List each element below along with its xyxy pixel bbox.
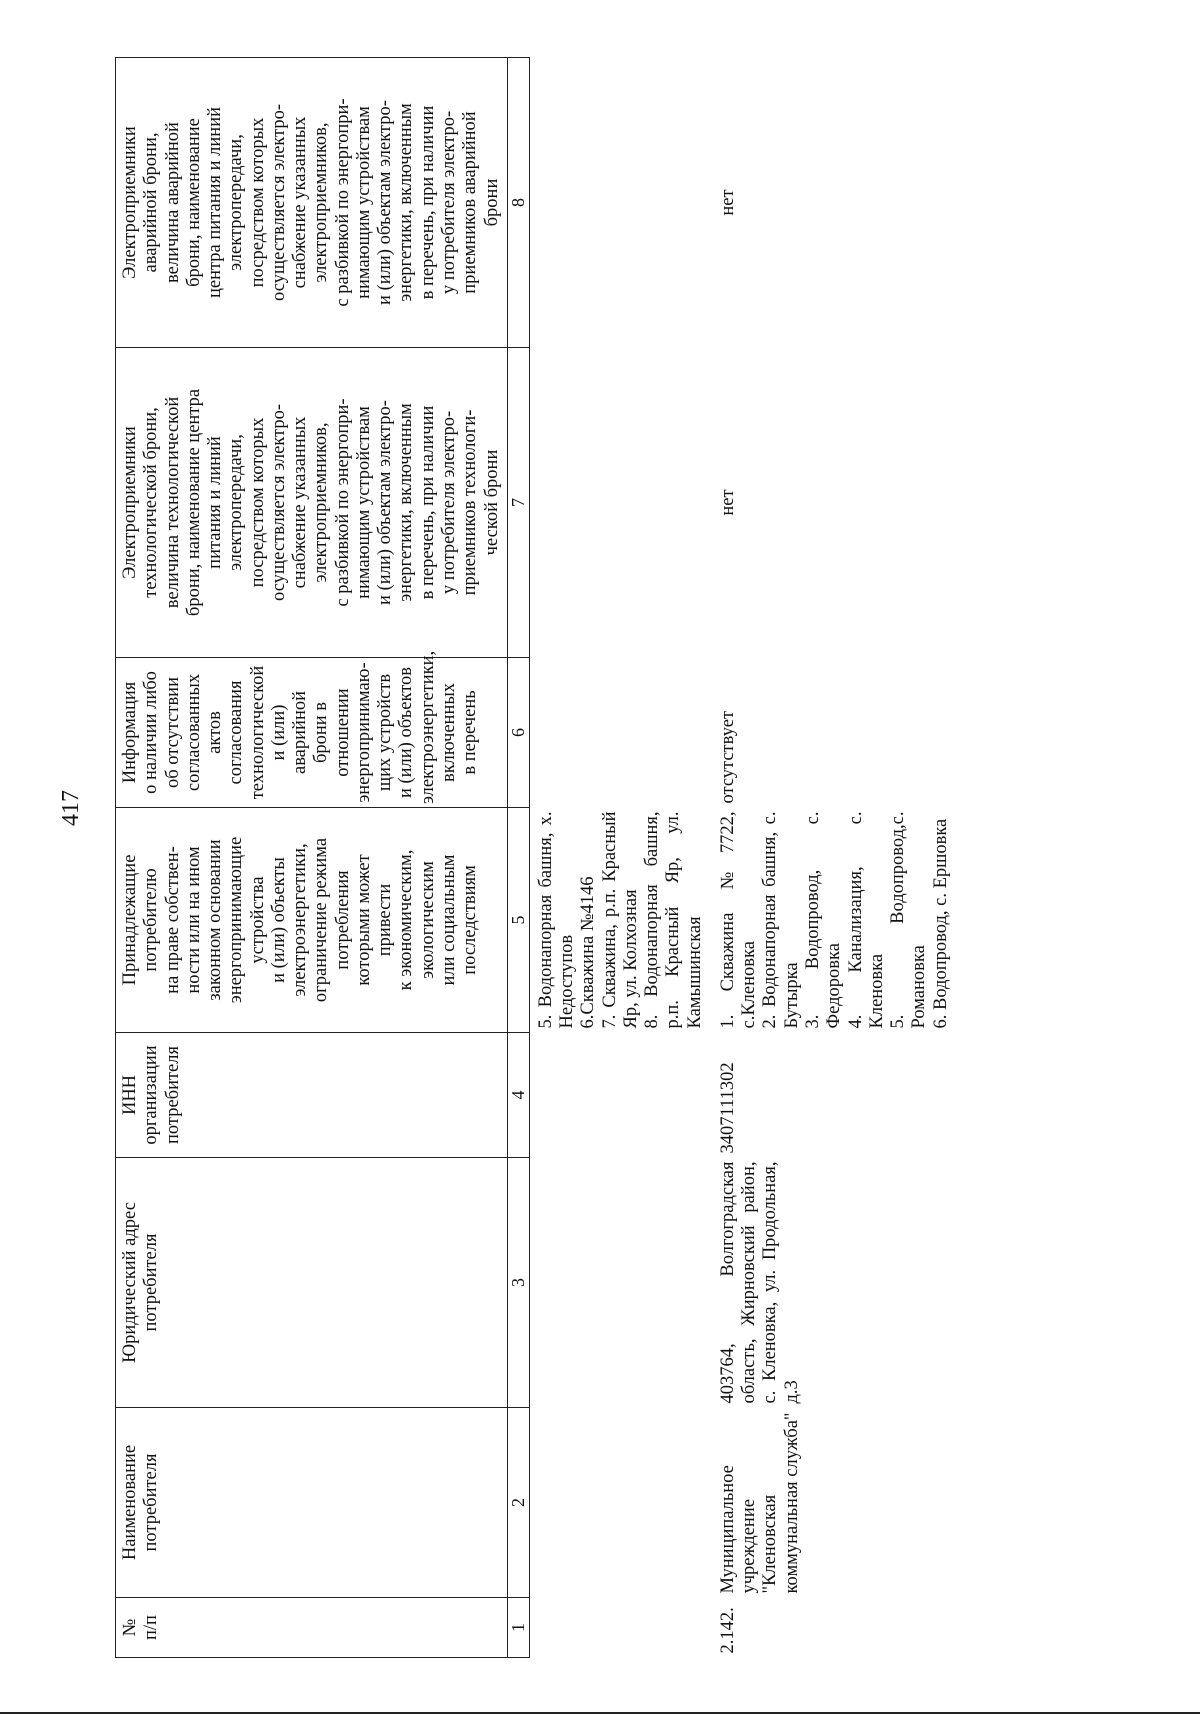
header-col-6: Информация о наличии либо об отсутствии согласованных актов согласования технологической и (или) аварийной брони в отношении энергопринимаю- щих устройств и (или) объектов электроэнергетики, включенных в перечень [116,658,508,808]
column-number: 7 [507,348,529,658]
continuation-objects: 5. Водонапорная башня, х. Недоступов 6.Скважина №4146 7. Скважина, р.п. Красный Яр, ул. Колхозная 8. Водонапорная башня, р.п. Красный Яр, ул. Камышинская [535,811,705,1029]
column-number: 8 [507,58,529,348]
column-number: 5 [507,808,529,1033]
consumer-name: Муниципальное учреждение "Кленовская коммунальная служба" [717,1412,802,1594]
avar-bron: нет [717,189,738,216]
consumer-objects: 1. Скважина №7722, с.Кленовка 2. Водонапорная башня, с. Бутырка 3. Водопровод, с. Федоровка 4. Канализация, с. Кленовка 5. Водопровод,с. Романовка 6. Водопровод, с. Ершовка [717,811,951,1029]
column-number-row [507,58,529,1658]
column-number: 2 [507,1408,529,1598]
consumer-inn: 3407111302 [717,1062,738,1154]
acts-info: отсутствует [717,710,738,804]
header-col-8: Электроприемники аварийной брони, величина аварийной брони, наименование центра питания и линий электропередачи, посредством которых осуществляется электро- снабжение указанных электроприемников, с разбивкой по энергопри- нимающим устройствам и (или) объектам электро- энергетики, включенным в перечень, при наличии у потребителя электро- приемников аварийной брони [116,58,508,348]
continuation-row [529,58,712,1658]
row-number: 2.142. [717,1607,738,1654]
column-number: 3 [507,1158,529,1408]
header-col-5: Принадлежащие потребителю на праве собствен- ности или на ином законном основании энергопринимающие устройства и (или) объекты электроэнергетики, ограничение режима потребления которыми может привести к экономическим, экологическим или социальным последствиям [116,808,508,1033]
consumer-address: 403764, Волгоградская область, Жирновский район, с. Кленовка, ул. Продольная, д.3 [717,1161,802,1404]
header-col-4: ИНН организации потребителя [116,1033,508,1158]
tech-bron: нет [717,489,738,516]
column-number: 4 [507,1033,529,1158]
table-row [712,58,958,1658]
header-col-1: № п/п [116,1598,508,1658]
column-number: 6 [507,658,529,808]
header-row [116,58,508,1658]
header-col-2: Наименование потребителя [116,1408,508,1598]
column-number: 1 [507,1598,529,1658]
page-number: 417 [58,790,84,826]
header-col-3: Юридический адрес потребителя [116,1158,508,1408]
consumer-table [115,58,1075,1658]
header-col-7: Электроприемники технологической брони, величина технологической брони, наименование центра питания и линий электропередачи, посредством которых осуществляется электро- снабжение указанных электроприемников, с разбивкой по энергопри- нимающим устройствам и (или) объектам электро- энергетики, включенным в перечень, при наличии у потребителя электро- приемников технологи- ческой брони [116,348,508,658]
